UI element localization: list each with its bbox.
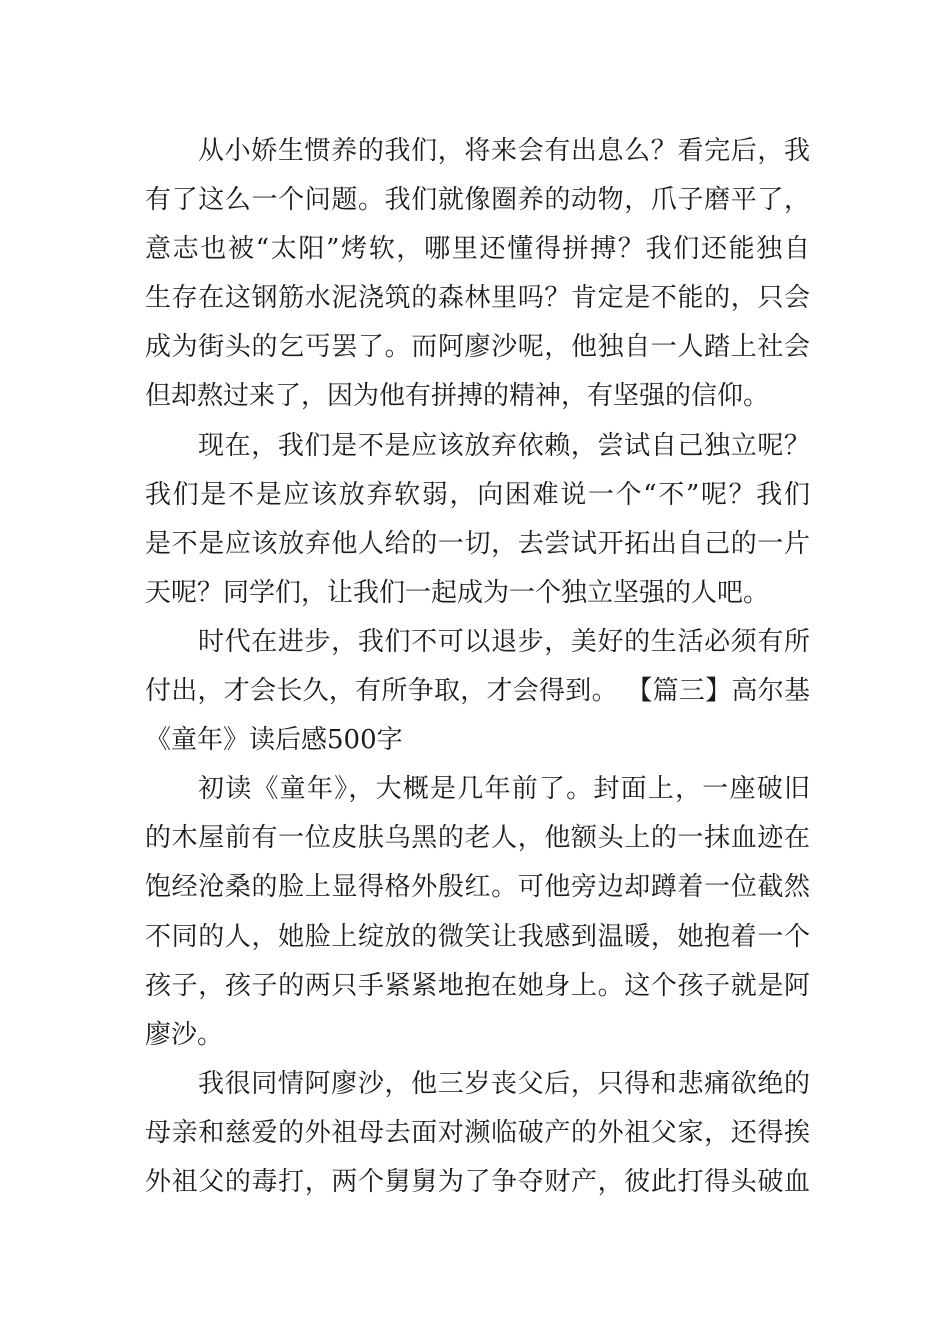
text-line: 外祖父的毒打，两个舅舅为了争夺财产，彼此打得头破血 bbox=[145, 1166, 810, 1197]
text-line: 饱经沧桑的脸上显得格外殷红。可他旁边却蹲着一位截然 bbox=[145, 872, 810, 903]
text-line: 是不是应该放弃他人给的一切，去尝试开拓出自己的一片 bbox=[145, 528, 810, 559]
text-line: 《童年》读后感500字 bbox=[145, 725, 403, 756]
text-line: 但却熬过来了，因为他有拼搏的精神，有坚强的信仰。 bbox=[145, 381, 770, 412]
body-text bbox=[145, 127, 810, 1207]
text-line: 的木屋前有一位皮肤乌黑的老人，他额头上的一抹血迹在 bbox=[145, 823, 810, 854]
text-line: 有了这么一个问题。我们就像圈养的动物，爪子磨平了， bbox=[145, 185, 810, 216]
text-line: 付出，才会长久，有所争取，才会得到。 【篇三】高尔基 bbox=[145, 676, 810, 707]
text-line: 母亲和慈爱的外祖母去面对濒临破产的外祖父家，还得挨 bbox=[145, 1117, 810, 1148]
text-line: 成为街头的乞丐罢了。而阿廖沙呢，他独自一人踏上社会 bbox=[145, 332, 810, 363]
text-line: 现在，我们是不是应该放弃依赖，尝试自己独立呢？ bbox=[198, 430, 810, 461]
text-line: 廖沙。 bbox=[145, 1019, 224, 1050]
text-line: 生存在这钢筋水泥浇筑的森林里吗？肯定是不能的，只会 bbox=[145, 283, 810, 314]
text-line: 不同的人，她脸上绽放的微笑让我感到温暖，她抱着一个 bbox=[145, 921, 810, 952]
text-line: 初读《童年》，大概是几年前了。封面上，一座破旧 bbox=[198, 774, 810, 805]
text-line: 时代在进步，我们不可以退步，美好的生活必须有所 bbox=[198, 626, 810, 657]
text-line: 孩子，孩子的两只手紧紧地抱在她身上。这个孩子就是阿 bbox=[145, 970, 810, 1001]
text-line: 从小娇生惯养的我们，将来会有出息么？看完后，我 bbox=[198, 136, 810, 166]
text-line: 我很同情阿廖沙，他三岁丧父后，只得和悲痛欲绝的 bbox=[198, 1068, 810, 1099]
text-line: 意志也被“太阳”烤软，哪里还懂得拼搏？我们还能独自 bbox=[145, 234, 810, 265]
text-line: 我们是不是应该放弃软弱，向困难说一个“不”呢？我们 bbox=[145, 479, 810, 510]
text-line: 天呢？同学们，让我们一起成为一个独立坚强的人吧。 bbox=[145, 577, 770, 608]
